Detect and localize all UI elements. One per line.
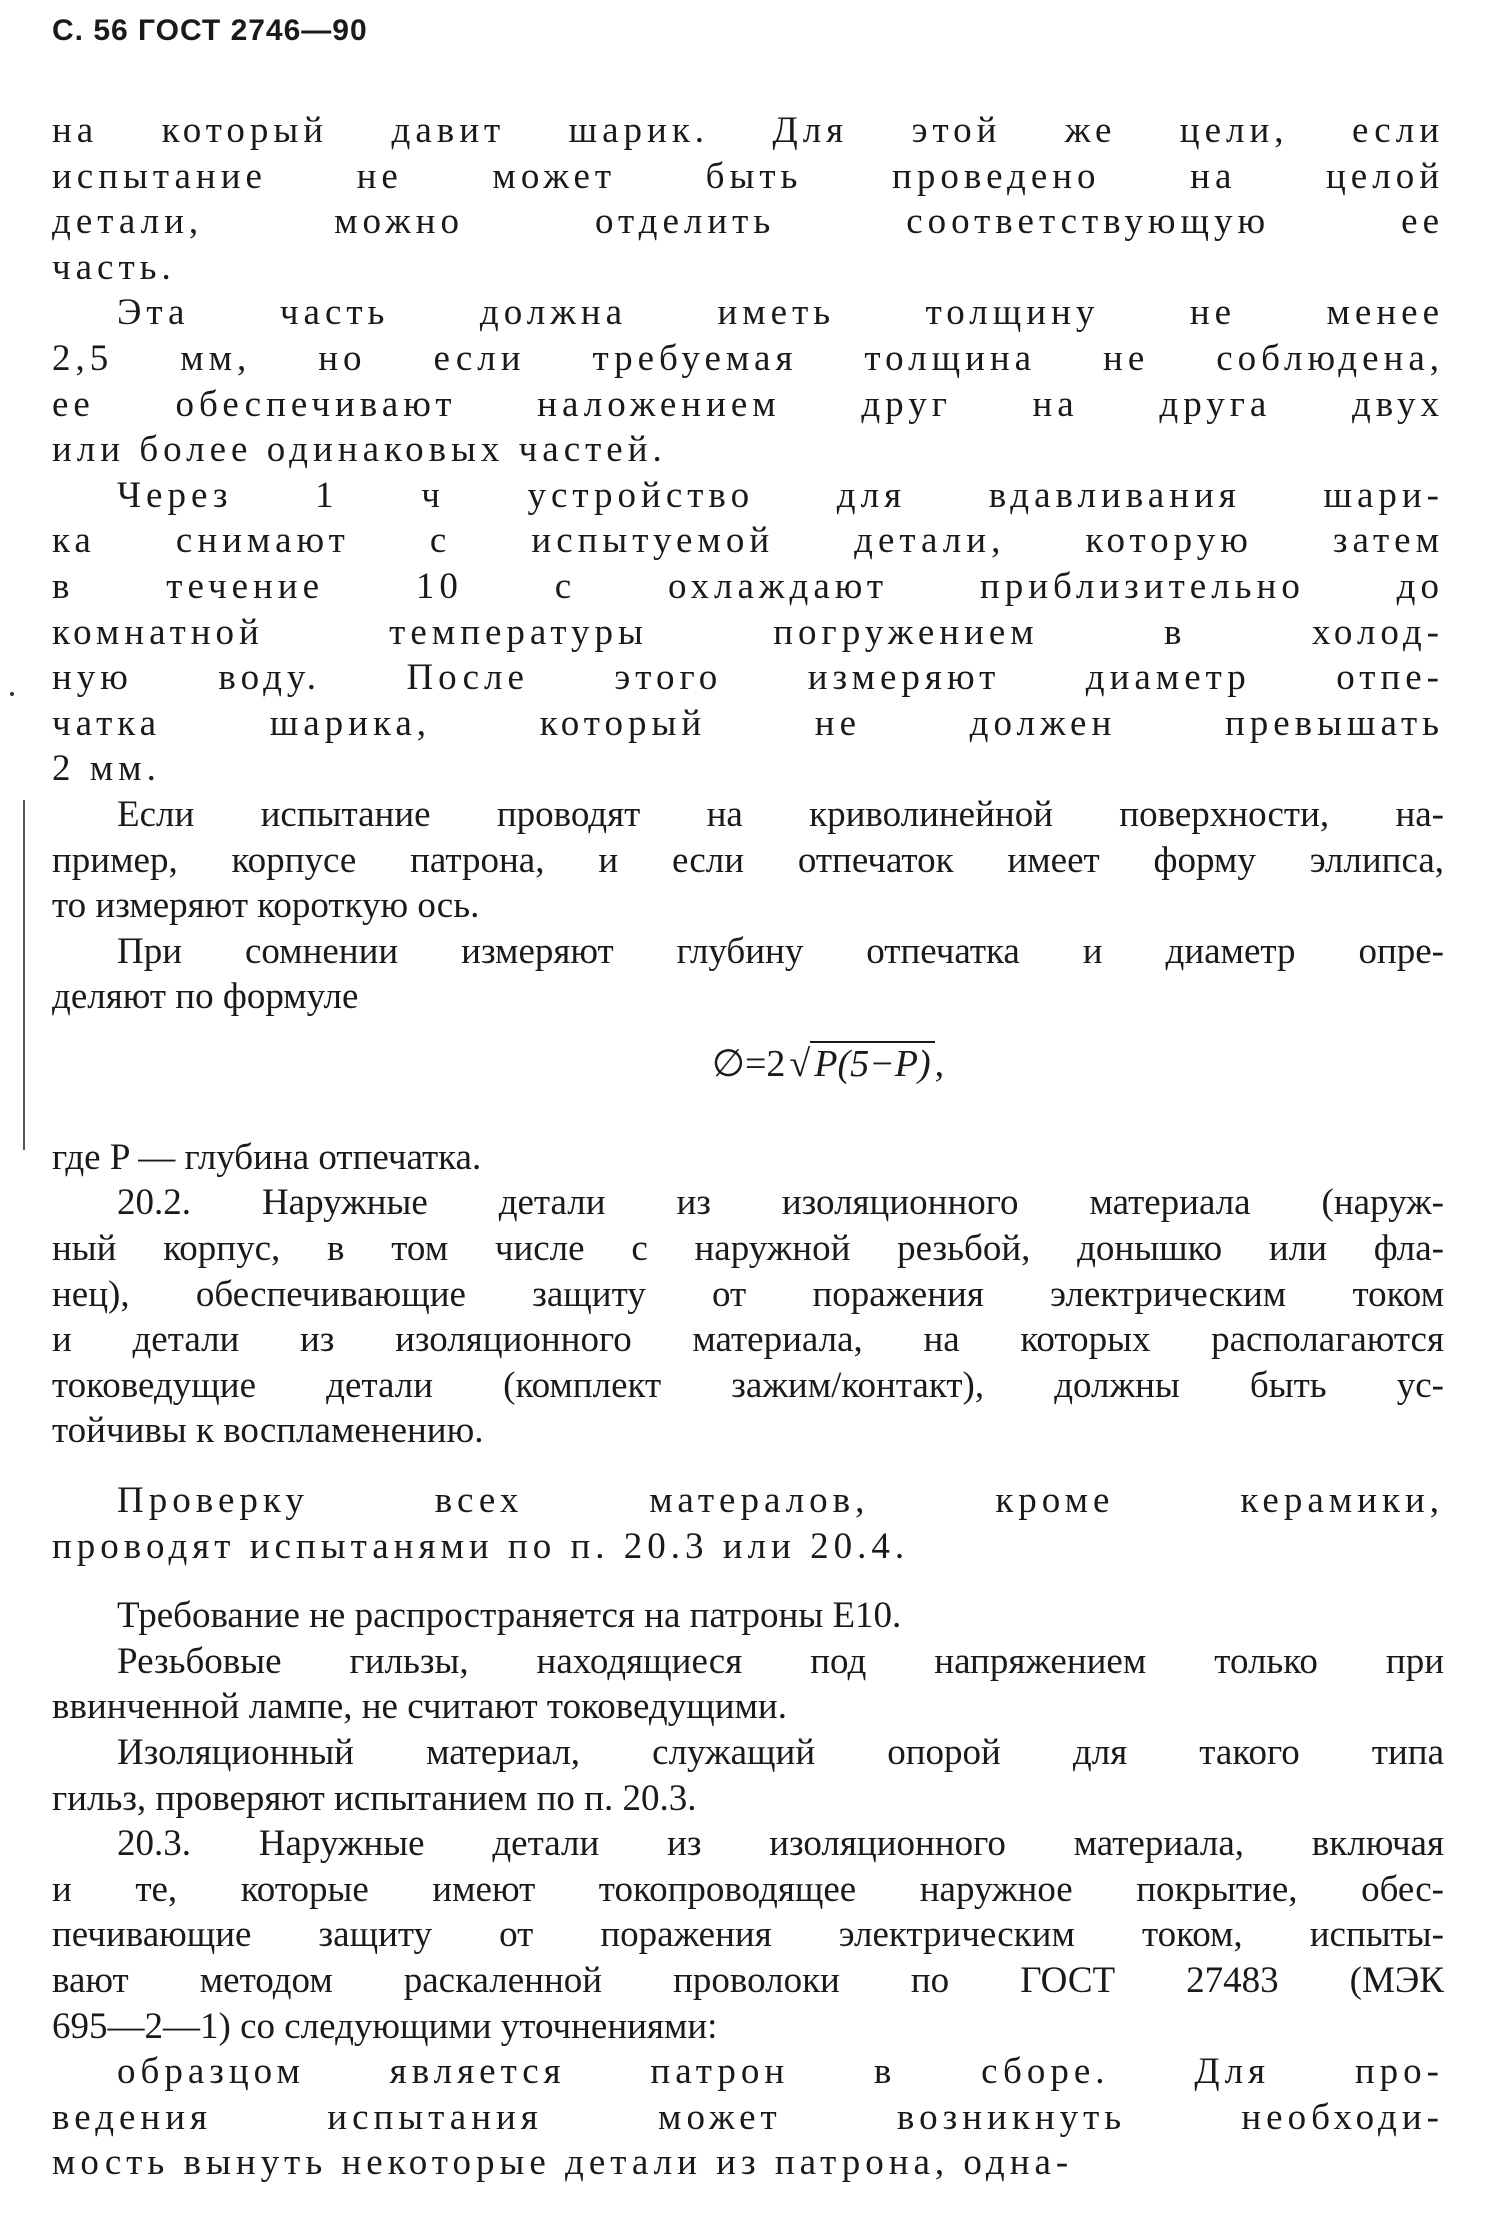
text-line: то измеряют короткую ось. <box>52 885 480 927</box>
text-line: ка снимают с испытуемой детали, которую затем <box>52 520 1444 562</box>
page-header: С. 56 ГОСТ 2746—90 <box>52 14 368 47</box>
text-line: гильз, проверяют испытанием по п. 20.3. <box>52 1777 697 1819</box>
text-line: ввинченной лампе, не считают токоведущими. <box>52 1686 787 1728</box>
text-line: Если испытание проводят на криволинейной поверхности, на- <box>117 793 1444 835</box>
body-text <box>52 108 1444 2186</box>
formula-tail: , <box>934 1042 945 1085</box>
text-line: нец), обеспечивающие защиту от поражения электрическим током <box>52 1273 1444 1315</box>
text-line: 20.2. Наружные детали из изоляционного материала (наруж- <box>117 1182 1444 1224</box>
paragraph <box>52 1180 1444 1454</box>
text-line: 20.3. Наружные детали из изоляционного материала, включая <box>117 1823 1444 1865</box>
text-line: где P — глубина отпечатка. <box>52 1136 482 1178</box>
text-line: ный корпус, в том числе с наружной резьбой, донышко или фла- <box>52 1228 1444 1270</box>
paragraph <box>52 2049 1444 2186</box>
text-line: 695—2—1) со следующими уточнениями: <box>52 2005 718 2047</box>
text-line: При сомнении измеряют глубину отпечатка и диаметр опре- <box>117 930 1444 972</box>
text-line: испытание не может быть проведено на целой <box>52 155 1444 197</box>
text-line: образцом является патрон в сборе. Для про- <box>117 2051 1444 2093</box>
paragraph <box>52 792 1444 929</box>
formula-radicand: P(5−P) <box>810 1041 934 1085</box>
text-line: токоведущие детали (комплект зажим/контакт), должны быть ус- <box>52 1364 1444 1406</box>
text-line: тойчивы к воспламенению. <box>52 1410 484 1452</box>
text-line: Эта часть должна иметь толщину не менее <box>117 292 1444 334</box>
margin-change-bar <box>23 800 25 1150</box>
paragraph <box>52 1821 1444 2049</box>
text-line: в течение 10 с охлаждают приблизительно до <box>52 565 1444 607</box>
text-line: ную воду. После этого измеряют диаметр отпе- <box>52 657 1444 699</box>
text-line: и те, которые имеют токопроводящее наружное покрытие, обес- <box>52 1868 1444 1910</box>
text-line: пример, корпусе патрона, и если отпечаток имеет форму эллипса, <box>52 839 1444 881</box>
text-line: часть. <box>52 246 176 288</box>
text-line: Требование не распространяется на патроны Е10. <box>117 1595 902 1637</box>
text-line: печивающие защиту от поражения электрическим током, испыты- <box>52 1914 1444 1956</box>
text-line: Проверку всех матералов, кроме керамики, <box>117 1480 1444 1522</box>
text-line: проводят испытанями по п. 20.3 или 20.4. <box>52 1525 910 1567</box>
paragraph <box>52 929 1444 1020</box>
text-line: Через 1 ч устройство для вдавливания шари- <box>117 474 1444 516</box>
text-line: чатка шарика, который не должен превышать <box>52 702 1444 744</box>
paragraph <box>52 108 1444 290</box>
paragraph <box>52 1478 1444 1569</box>
text-line: на который давит шарик. Для этой же цели, если <box>52 110 1444 151</box>
text-line: Резьбовые гильзы, находящиеся под напряжением только при <box>117 1640 1444 1682</box>
paragraph <box>52 290 1444 472</box>
paragraph <box>52 473 1444 792</box>
formula-block <box>52 1020 1444 1135</box>
radical-sign: √ <box>789 1042 811 1085</box>
text-line: деляют по формуле <box>52 976 359 1018</box>
text-line: или более одинаковых частей. <box>52 429 667 471</box>
text-line: комнатной температуры погружением в холод- <box>52 611 1444 653</box>
text-line: ведения испытания может возникнуть необходи- <box>52 2096 1444 2138</box>
text-line: мость вынуть некоторые детали из патрона, одна- <box>52 2142 1074 2184</box>
paragraph <box>52 1593 1444 1639</box>
text-line: ее обеспечивают наложением друг на друга двух <box>52 383 1444 425</box>
text-line: вают методом раскаленной проволоки по ГОСТ 27483 (МЭК <box>52 1959 1444 2001</box>
formula <box>52 1042 1444 1088</box>
text-line: 2,5 мм, но если требуемая толщина не соблюдена, <box>52 337 1444 379</box>
text-line: 2 мм. <box>52 748 161 790</box>
text-line: Изоляционный материал, служащий опорой для такого типа <box>117 1732 1444 1773</box>
text-line: детали, можно отделить соответствующую ее <box>52 201 1444 243</box>
formula-lhs: ∅=2 <box>711 1042 786 1085</box>
scan-speck <box>10 692 14 696</box>
paragraph <box>52 1135 1444 1181</box>
paragraph <box>52 1730 1444 1821</box>
text-line: и детали из изоляционного материала, на которых располагаются <box>52 1319 1444 1361</box>
paragraph <box>52 1639 1444 1730</box>
